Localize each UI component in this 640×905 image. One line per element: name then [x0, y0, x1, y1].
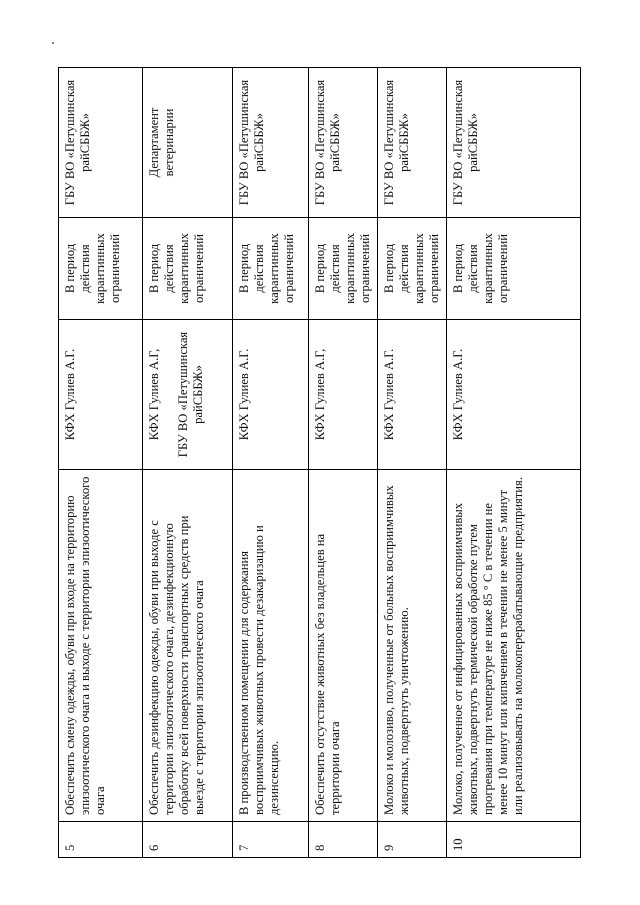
executor-cell [447, 320, 581, 470]
measure-text: В производственном помещении для содержания восприимчивых животных провести дезакаризацию и дезинсекцию. [233, 470, 309, 822]
table-row [59, 68, 143, 858]
executor-cell [233, 320, 309, 470]
measures-table [58, 67, 581, 858]
row-number: 6 [143, 822, 233, 858]
responsible-text: ГБУ ВО «Петушинская райСББЖ» [378, 68, 447, 218]
measure-text: Обеспечить дезинфекцию одежды, обуви при выходе с территории эпизоотического очага, дезинфекционную обработку всей поверхности транспортных средств при выезде с территории эпизоотического очага [143, 470, 233, 822]
table-row [143, 68, 233, 858]
responsible-text: ГБУ ВО «Петушинская райСББЖ» [233, 68, 309, 218]
responsible-text: Департамент ветеринарии [143, 68, 233, 218]
row-number: 7 [233, 822, 309, 858]
row-number: 9 [378, 822, 447, 858]
executor-name: КФХ Гулиев А.Г. [382, 348, 396, 441]
responsible-text: ГБУ ВО «Петушинская райСББЖ» [59, 68, 143, 218]
table-row [233, 68, 309, 858]
row-number: 8 [309, 822, 378, 858]
period-text: В период действия карантинных ограничений [233, 218, 309, 320]
responsible-text: ГБУ ВО «Петушинская райСББЖ» [309, 68, 378, 218]
executor-cell [143, 320, 233, 470]
measure-text: Обеспечить отсутствие животных без владельцев на территории очага [309, 470, 378, 822]
measure-text: Молоко и молозиво, полученные от больных восприимчивых животных, подвергнуть уничтожению. [378, 470, 447, 822]
scan-speck [52, 42, 54, 44]
executor-cell [309, 320, 378, 470]
period-text: В период действия карантинных ограничений [378, 218, 447, 320]
period-text: В период действия карантинных ограничений [309, 218, 378, 320]
table-row [378, 68, 447, 858]
executor-name: ГБУ ВО «Петушинская райСББЖ» [176, 331, 205, 458]
rotated-page-content [58, 68, 570, 858]
period-text: В период действия карантинных ограничений [447, 218, 581, 320]
executor-name: КФХ Гулиев А.Г, [147, 348, 161, 441]
responsible-text: ГБУ ВО «Петушинская райСББЖ» [447, 68, 581, 218]
executor-name: КФХ Гулиев А.Г. [63, 348, 77, 441]
row-number: 5 [59, 822, 143, 858]
period-text: В период действия карантинных ограничений [143, 218, 233, 320]
measure-text: Молоко, полученное от инфицированных восприимчивых животных, подвергнуть термической обработке путем прогревания при температуре не ниже 85 ° С в течении не менее 10 минут или кипячением в течении не менее 5 минут или реализовывать на молокоперерабатывающие предприятия. [447, 470, 581, 822]
measure-text: Обеспечить смену одежды, обуви при входе на территорию эпизоотического очага и выходе с территории эпизоотического очага [59, 470, 143, 822]
executor-cell [59, 320, 143, 470]
period-text: В период действия карантинных ограничений [59, 218, 143, 320]
executor-name: КФХ Гулиев А.Г. [451, 348, 465, 441]
table-row [309, 68, 378, 858]
table-row [447, 68, 581, 858]
executor-cell [378, 320, 447, 470]
executor-name: КФХ Гулиев А.Г, [313, 348, 327, 441]
row-number: 10 [447, 822, 581, 858]
executor-name: КФХ Гулиев А.Г. [237, 348, 251, 441]
